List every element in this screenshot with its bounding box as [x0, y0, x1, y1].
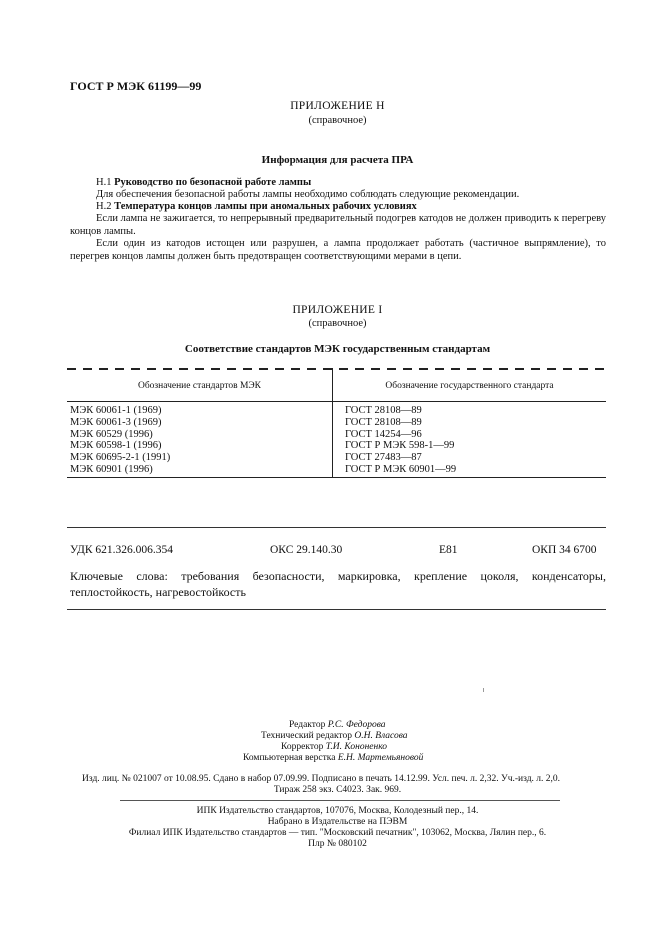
divider-bottom: [67, 609, 606, 610]
table-cell-iec: МЭК 60695-2-1 (1991): [70, 452, 171, 464]
table-cell-iec: МЭК 60901 (1996): [70, 463, 153, 475]
credit-layout-label: Компьютерная верстка: [243, 753, 336, 763]
table-cell-iec: МЭК 60061-3 (1969): [70, 416, 162, 428]
section-h1-title: Руководство по безопасной работе лампы: [114, 177, 312, 188]
section-h2-number: Н.2: [96, 201, 112, 212]
table-top-border: [67, 368, 606, 370]
appendix-h-heading: Информация для расчета ПРА: [261, 154, 414, 166]
paragraph-no-ignition: Если лампа не зажигается, то непрерывный предварительный подогрев катодов не должен приводить к перегреву концов лампы.: [70, 213, 606, 237]
table-cell-gost: ГОСТ Р МЭК 60901—99: [345, 463, 457, 475]
e-code: Е81: [439, 544, 458, 556]
divider-top: [67, 527, 606, 528]
table-cell-gost: ГОСТ 28108—89: [345, 416, 422, 428]
section-h2-title: Температура концов лампы при аномальных рабочих условиях: [114, 201, 417, 212]
appendix-i-title: ПРИЛОЖЕНИЕ I: [292, 304, 383, 316]
table-cell-gost: ГОСТ 14254—96: [345, 428, 422, 440]
table-cell-iec: МЭК 60598-1 (1996): [70, 440, 162, 452]
section-h1-number: Н.1: [96, 177, 112, 188]
credit-tech-editor: [261, 731, 408, 742]
credit-corrector-name: Т.И. Кононенко: [325, 742, 388, 752]
credit-tech-label: Технический редактор: [261, 731, 352, 741]
credit-tech-name: О.Н. Власова: [354, 731, 408, 741]
table-header-gost: Обозначение государственного стандарта: [385, 381, 554, 391]
table-cell-iec: МЭК 60061-1 (1969): [70, 405, 162, 416]
credit-corrector: [281, 742, 387, 753]
credit-layout-name: Е.Н. Мартемьяновой: [337, 753, 424, 763]
scan-speck: [483, 688, 484, 692]
credit-editor: [289, 720, 386, 731]
oks-code: ОКС 29.140.30: [270, 544, 343, 556]
standards-table: [67, 368, 606, 478]
publisher-line2: Набрано в Издательстве на ПЭВМ: [267, 817, 408, 827]
appendix-i-heading: Соответствие стандартов МЭК государственным стандартам: [184, 343, 491, 355]
credit-corrector-label: Корректор: [281, 742, 324, 752]
appendix-h-title: ПРИЛОЖЕНИЕ Н: [290, 100, 385, 112]
table-cell-gost: ГОСТ 27483—87: [345, 452, 422, 464]
print-info-line1: Изд. лиц. № 021007 от 10.08.95. Сдано в набор 07.09.99. Подписано в печать 14.12.99. Усл. печ. л. 2,32. Уч.-изд. л. 2,0.: [82, 774, 561, 784]
appendix-i-subtitle: (справочное): [308, 318, 367, 329]
appendix-h-subtitle: (справочное): [308, 115, 367, 126]
table-header-iec: Обозначение стандартов МЭК: [137, 381, 262, 391]
udk-code: УДК 621.326.006.354: [70, 544, 173, 556]
divider-imprint: [120, 800, 560, 801]
iec-column: [70, 405, 170, 476]
section-h1-text: Для обеспечения безопасной работы лампы необходимо соблюдать следующие рекомендации.: [96, 189, 520, 200]
document-code: ГОСТ Р МЭК 61199—99: [70, 79, 202, 93]
section-h2-heading: [70, 201, 606, 214]
publisher-line1: ИПК Издательство стандартов, 107076, Москва, Колодезный пер., 14.: [196, 806, 479, 816]
keywords: Ключевые слова: требования безопасности, маркировка, крепление цоколя, конденсаторы, теплостойкость, нагревостойкость: [70, 569, 606, 599]
print-info-line2: Тираж 258 экз. С4023. Зак. 969.: [273, 785, 402, 795]
table-bottom-border: [67, 477, 606, 478]
publisher-line4: Плр № 080102: [308, 839, 367, 849]
table-cell-gost: ГОСТ Р МЭК 598-1—99: [345, 440, 455, 452]
credit-editor-label: Редактор: [289, 720, 326, 730]
credit-layout: [243, 753, 423, 764]
credit-editor-name: Р.С. Федорова: [327, 720, 386, 730]
paragraph-cathode-failure: Если один из катодов истощен или разрушен, а лампа продолжает работать (частичное выпрямление), то перегрев концов лампы должен быть предотвращен соответствующими мерами в цепи.: [70, 238, 606, 262]
publisher-line3: Филиал ИПК Издательство стандартов — тип. "Московский печатник", 103062, Москва, Лялин пер., 6.: [128, 828, 547, 838]
okp-code: ОКП 34 6700: [532, 544, 597, 556]
table-cell-iec: МЭК 60529 (1996): [70, 428, 153, 440]
gost-column: [345, 405, 456, 476]
table-header-divider: [67, 401, 606, 402]
section-h1-heading: [70, 177, 606, 190]
table-cell-gost: ГОСТ 28108—89: [345, 405, 422, 416]
